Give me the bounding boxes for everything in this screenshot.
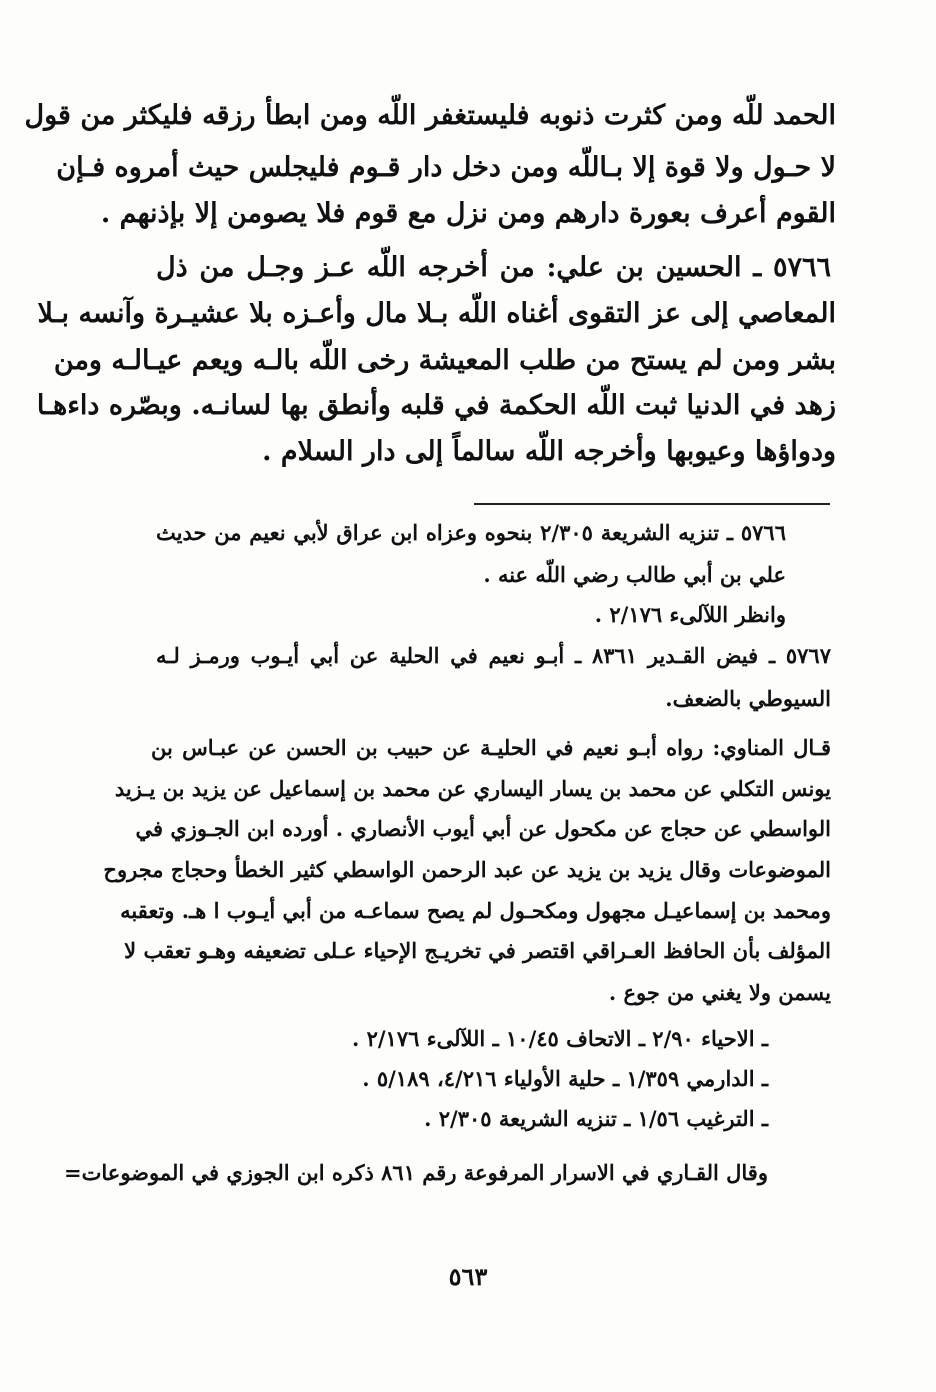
commentary-line: المؤلف بأن الحافظ العـراقي اقتصر في تخريـج الإحياء عـلى تضعيفه وهـو تعقب لا bbox=[124, 938, 831, 963]
footnote-line: السيوطي بالضعف. bbox=[665, 686, 831, 711]
main-line: الحمد للّه ومن كثرت ذنوبه فليستغفر اللّه ومن ابطأ رزقه فليكثر من قول bbox=[24, 100, 836, 131]
continuation-line: وقال القـاري في الاسرار المرفوعة رقم ٨٦١ ذكره ابن الجوزي في الموضوعات= bbox=[64, 1160, 768, 1185]
main-line: بشر ومن لم يستح من طلب المعيشة رخى اللّه بالـه ويعم عيـالـه ومن bbox=[53, 345, 836, 376]
footnote-line: علي بن أبي طالب رضي اللّه عنه . bbox=[483, 562, 786, 587]
main-line: المعاصي إلى عز التقوى أغناه اللّه بـلا مال وأعـزه بلا عشيـرة وآنسه بـلا bbox=[37, 298, 836, 329]
commentary-line: الموضوعات وقال يزيد بن يزيد عن عبد الرحمن الواسطي كثير الخطأ وحجاج مجروح bbox=[103, 857, 831, 882]
commentary-line: قـال المناوي: رواه أبـو نعيم في الحليـة عن حبيب بن الحسن عن عبـاس بن bbox=[151, 735, 831, 760]
footnote-line: وانظر اللآلىء ٢/١٧٦ . bbox=[594, 602, 786, 627]
footnote-line: ٥٧٦٦ ـ تنزيه الشريعة ٢/٣٠٥ بنحوه وعزاه ابن عراق لأبي نعيم من حديث bbox=[156, 520, 786, 545]
reference-line: ـ الدارمي ١/٣٥٩ ـ حلية الأولياء ٤/٢١٦، ٥/١٨٩ . bbox=[362, 1066, 768, 1091]
page-number: ٥٦٣ bbox=[448, 1262, 488, 1291]
main-line: ودواؤها وعيوبها وأخرجه اللّه سالماً إلى دار السلام . bbox=[262, 436, 836, 467]
reference-line: ـ الاحياء ٢/٩٠ ـ الاتحاف ١٠/٤٥ ـ اللآلىء ٢/١٧٦ . bbox=[351, 1026, 768, 1051]
main-line: زهد في الدنيا ثبت اللّه الحكمة في قلبه وأنطق بها لسانـه. وبصّره داءهـا bbox=[36, 390, 836, 421]
commentary-line: يسمن ولا يغني من جوع . bbox=[608, 980, 831, 1005]
commentary-line: الواسطي عن حجاج عن مكحول عن أبي أيوب الأنصاري . أورده ابن الجـوزي في bbox=[135, 816, 831, 841]
commentary-line: يونس التكلي عن محمد بن يسار اليساري عن محمد بن إسماعيل عن يزيد بن يـزيد bbox=[114, 776, 831, 801]
reference-line: ـ الترغيب ١/٥٦ ـ تنزيه الشريعة ٢/٣٠٥ . bbox=[424, 1106, 768, 1131]
main-line: القوم أعرف بعورة دارهم ومن نزل مع قوم فلا يصومن إلا بإذنهم . bbox=[100, 198, 836, 229]
main-line: لا حـول ولا قوة إلا بـاللّه ومن دخل دار قـوم فليجلس حيث أمروه فـإن bbox=[56, 152, 836, 183]
commentary-line: ومحمد بن إسماعيـل مجهول ومكحـول لم يصح سماعـه من أبي أيـوب ا هـ. وتعقبه bbox=[120, 898, 831, 923]
footnote-separator bbox=[474, 503, 830, 505]
hadith-heading-line: ٥٧٦٦ ـ الحسين بن علي: من أخرجه اللّه عـز وجـل من ذل bbox=[156, 252, 831, 283]
footnote-line: ٥٧٦٧ ـ فيض القـدير ٨٣٦١ ـ أبـو نعيم في الحلية عن أبي أيـوب ورمـز لـه bbox=[156, 643, 831, 668]
